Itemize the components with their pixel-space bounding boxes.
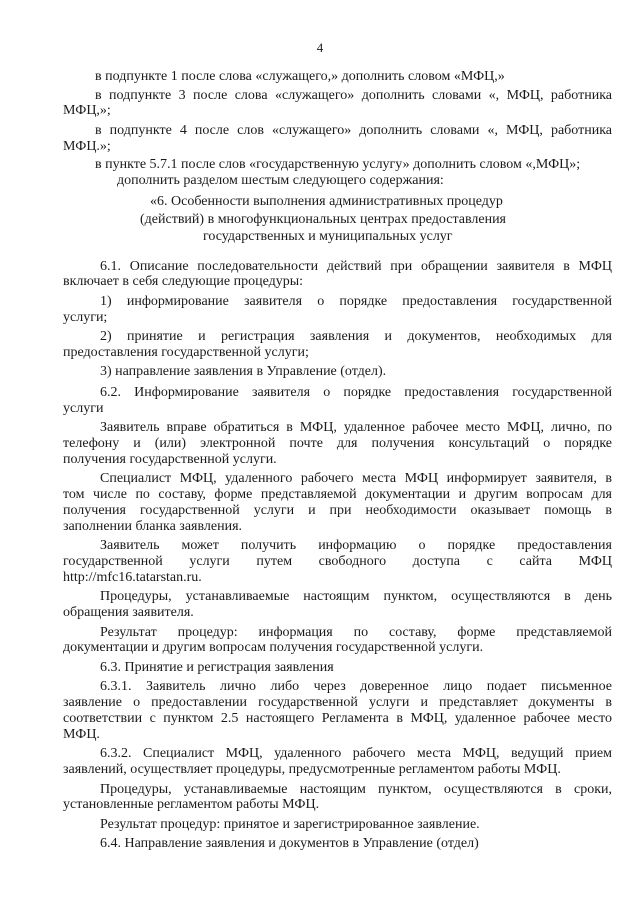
text-line: Заявитель может получить информацию о порядке предоставления [100,538,612,553]
text-line: телефону и (или) электронной почте для получения консультаций о порядке [63,436,612,451]
text-line: предоставления государственной услуги; [63,345,309,360]
text-line: Результат процедур: принятое и зарегистрированное заявление. [100,817,480,832]
text-line: «6. Особенности выполнения административных процедур [150,194,503,209]
text-line: (действий) в многофункциональных центрах предоставления [140,212,506,227]
text-line: включает в себя следующие процедуры: [63,274,304,289]
text-line: Процедуры, устанавливаемые настоящим пунктом, осуществляются в сроки, [100,782,612,797]
text-line: Процедуры, устанавливаемые настоящим пунктом, осуществляются в день [100,589,612,604]
text-line: 6.3. Принятие и регистрация заявления [100,660,334,675]
text-line: установленные регламентом работы МФЦ. [63,797,320,812]
text-line: 1) информирование заявителя о порядке предоставления государственной [100,294,612,309]
text-line: 6.4. Направление заявления и документов в Управление (отдел) [100,836,479,851]
text-line: 6.2. Информирование заявителя о порядке предоставления государственной [100,385,612,400]
text-line: том числе по составу, форме представляемой документации и другим вопросам для [63,487,612,502]
text-line: 6.3.1. Заявитель лично либо через доверенное лицо подает письменное [100,679,612,694]
text-line: http://mfc16.tatarstan.ru. [63,570,202,585]
text-line: 6.1. Описание последовательности действий при обращении заявителя в МФЦ [100,259,612,274]
text-line: МФЦ.»; [63,139,111,154]
text-line: в пункте 5.7.1 после слов «государственную услугу» дополнить словом «,МФЦ»; [95,157,581,172]
text-line: 3) направление заявления в Управление (отдел). [100,364,387,379]
text-line: соответствии с пунктом 2.5 настоящего Регламента в МФЦ, удаленное рабочее место [63,711,612,726]
text-line: заявлений, осуществляет процедуры, предусмотренные регламентом работы МФЦ. [63,762,561,777]
text-line: дополнить разделом шестым следующего содержания: [117,173,444,188]
text-line: государственных и муниципальных услуг [203,229,453,244]
text-line: государственной услуги путем свободного доступа с сайта МФЦ [63,554,612,569]
text-line: МФЦ,»; [63,103,111,118]
text-line: услуги; [63,310,108,325]
text-line: получения государственной услуги. [63,452,277,467]
text-line: в подпункте 4 после слов «служащего» дополнить словами «, МФЦ, работника [95,123,612,138]
text-line: заполнении бланка заявления. [63,519,243,534]
text-line: услуги [63,401,104,416]
text-line: Специалист МФЦ, удаленного рабочего места МФЦ информирует заявителя, в [100,471,612,486]
text-line: получения государственной услуги и при необходимости оказывает помощь в [63,503,612,518]
text-line: МФЦ. [63,727,100,742]
text-line: обращения заявителя. [63,605,194,620]
text-line: Результат процедур: информация по составу, форме представляемой [100,625,612,640]
text-line: 6.3.2. Специалист МФЦ, удаленного рабочего места МФЦ, ведущий прием [100,746,612,761]
text-line: документации и другим вопросам получения государственной услуги. [63,640,484,655]
text-line: заявление о предоставлении государственной услуги и представляет документы в [63,695,612,710]
text-line: Заявитель вправе обратиться в МФЦ, удаленное рабочее место МФЦ, лично, по [100,420,612,435]
page-number: 4 [316,40,324,55]
text-line: в подпункте 1 после слова «служащего,» дополнить словом «МФЦ,» [95,69,505,84]
text-line: 2) принятие и регистрация заявления и документов, необходимых для [100,329,612,344]
text-line: в подпункте 3 после слова «служащего» дополнить словами «, МФЦ, работника [95,88,612,103]
